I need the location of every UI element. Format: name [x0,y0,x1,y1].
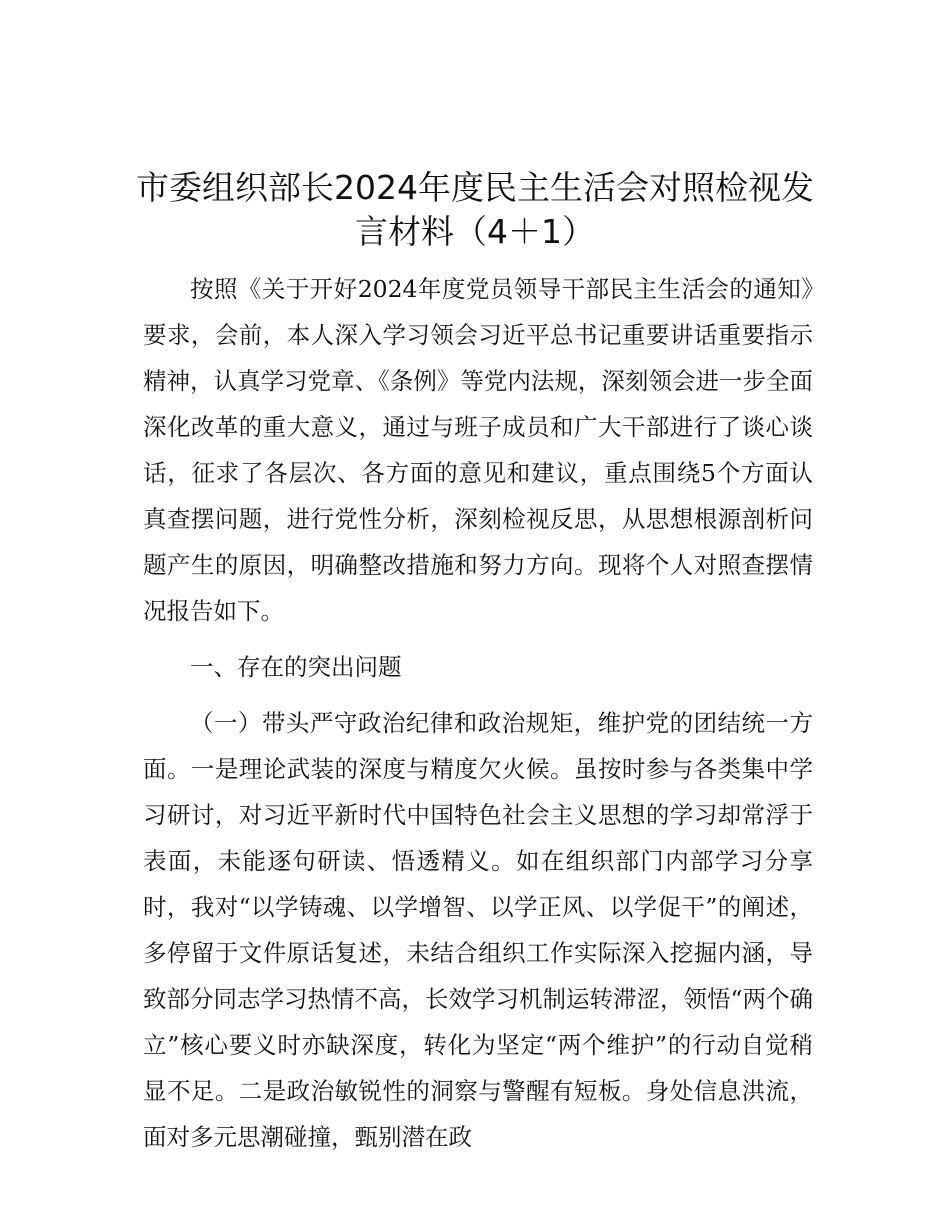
section-1-paragraph-1: （一）带头严守政治纪律和政治规矩，维护党的团结统一方面。一是理论武装的深度与精度欠火候。虽按时参与各类集中学习研讨，对习近平新时代中国特色社会主义思想的学习却常浮于表面，未能逐句研读、悟透精义。如在组织部门内部学习分享时，我对“以学铸魂、以学增智、以学正风、以学促干”的阐述，多停留于文件原话复述，未结合组织工作实际深入挖掘内涵，导致部分同志学习热情不高，长效学习机制运转滞涩，领悟“两个确立”核心要义时亦缺深度，转化为坚定“两个维护”的行动自觉稍显不足。二是政治敏锐性的洞察与警醒有短板。身处信息洪流，面对多元思潮碰撞，甄别潜在政 [143,709,814,1151]
document-title-line-1: 市委组织部长2024年度民主生活会对照检视发 [136,168,814,207]
intro-paragraph: 按照《关于开好2024年度党员领导干部民主生活会的通知》要求，会前，本人深入学习领会习近平总书记重要讲话重要指示精神，认真学习党章、《条例》等党内法规，深刻领会进一步全面深化改革的重大意义，通过与班子成员和广大干部进行了谈心谈话，征求了各层次、各方面的意见和建议，重点围绕5个方面认真查摆问题，进行党性分析，深刻检视反思，从思想根源剖析问题产生的原因，明确整改措施和努力方向。现将个人对照查摆情况报告如下。 [143,275,813,625]
document-body [143,266,813,1160]
document-title-line-2: 言材料（4＋1） [355,212,595,251]
section-heading-1: 一、存在的突出问题 [190,653,402,681]
